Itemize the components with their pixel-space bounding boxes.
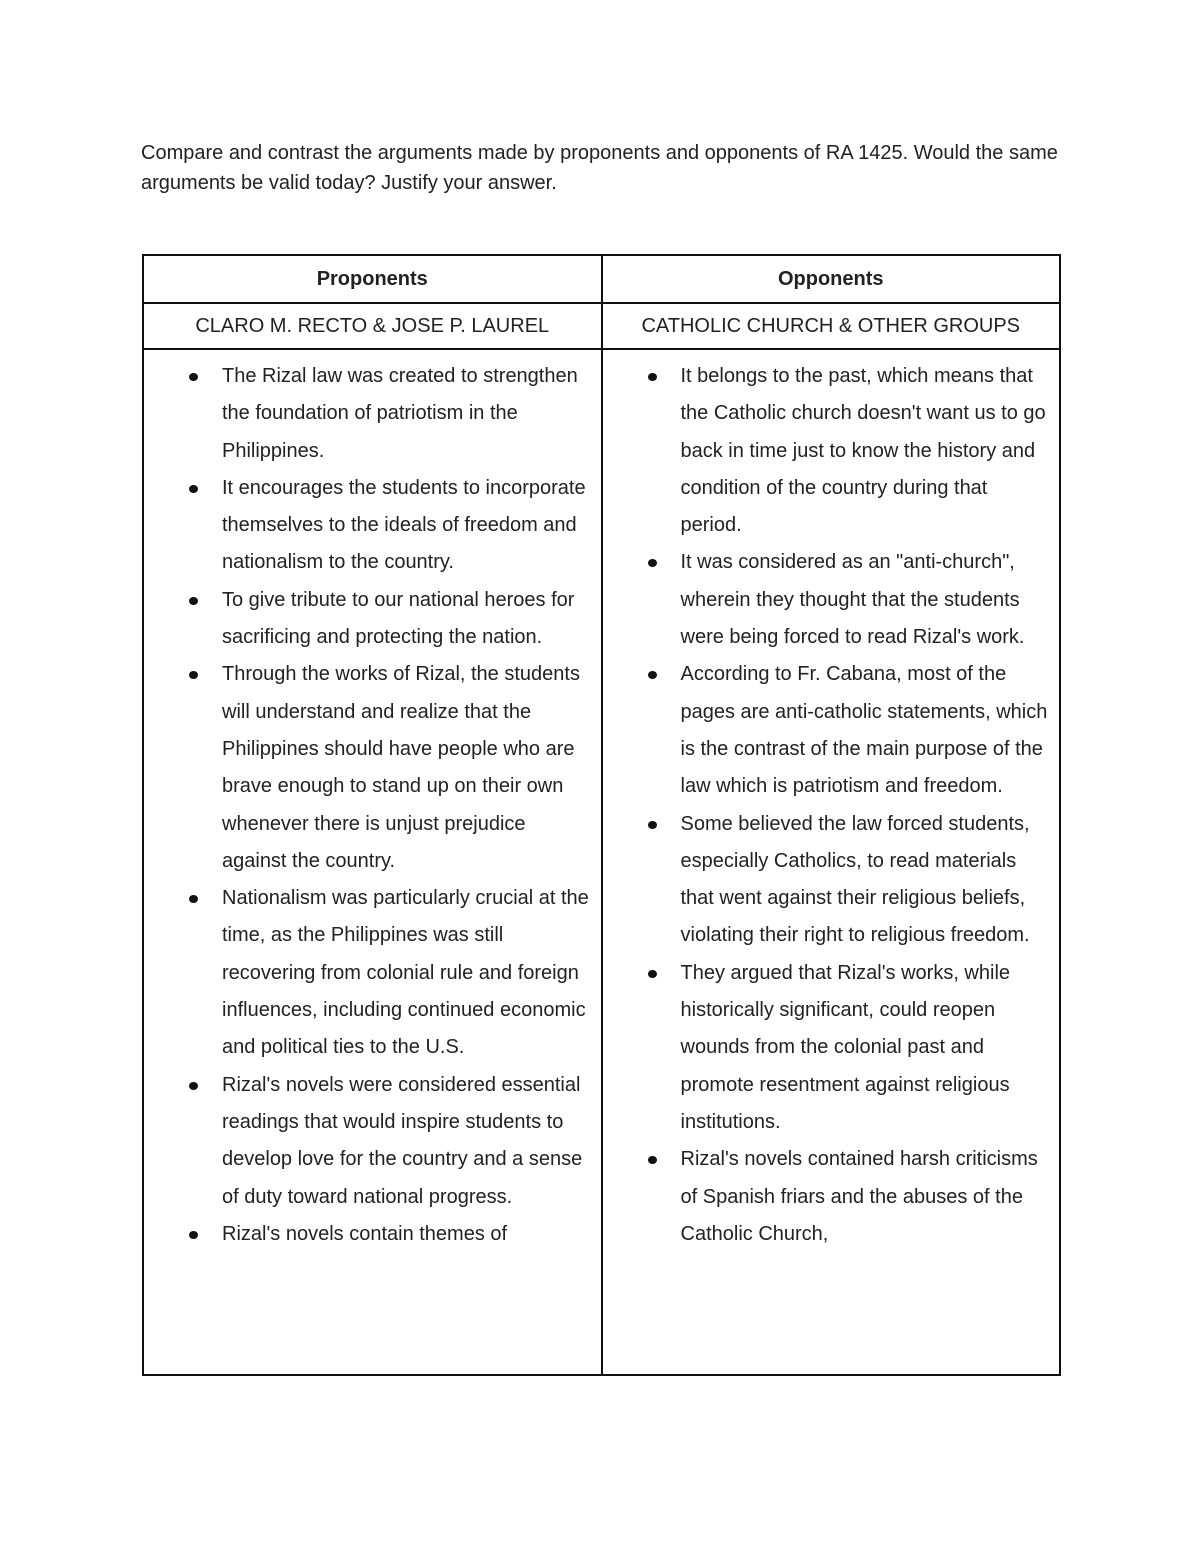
header-opponents: Opponents <box>602 255 1061 303</box>
list-item <box>603 358 1050 544</box>
bullet-icon <box>648 671 657 679</box>
header-row <box>143 255 1060 303</box>
group-opponents: CATHOLIC CHURCH & OTHER GROUPS <box>602 303 1061 349</box>
group-row <box>143 303 1060 349</box>
list-item <box>603 955 1050 1141</box>
arguments-row <box>143 349 1060 1375</box>
bullet-icon <box>189 373 198 381</box>
group-proponents: CLARO M. RECTO & JOSE P. LAUREL <box>143 303 602 349</box>
list-item-text: To give tribute to our national heroes for sacrificing and protecting the nation. <box>222 588 575 649</box>
list-item-text: It was considered as an "anti-church", wherein they thought that the students were being forced to read Rizal's work. <box>680 551 1025 649</box>
list-item-text: Nationalism was particularly crucial at the time, as the Philippines was still recovering from colonial rule and foreign influences, including continued economic and political ties to the U.S. <box>222 887 589 1059</box>
list-item <box>603 544 1050 656</box>
bullet-icon <box>189 485 198 493</box>
list-item <box>144 656 591 880</box>
question-text: Compare and contrast the arguments made by proponents and opponents of RA 1425. Would the same arguments be valid today? Justify your answer. <box>141 142 1058 194</box>
bullet-icon <box>189 597 198 605</box>
opponents-cell <box>602 349 1061 1375</box>
list-item-text: Through the works of Rizal, the students will understand and realize that the Philippines should have people who are brave enough to stand up on their own whenever there is unjust prejudice against the country. <box>222 663 580 872</box>
proponents-cell <box>143 349 602 1375</box>
list-item-text: It belongs to the past, which means that the Catholic church doesn't want us to go back in time just to know the history and condition of the country during that period. <box>680 365 1046 537</box>
bullet-icon <box>189 1082 198 1090</box>
list-item <box>144 470 591 582</box>
comparison-table <box>142 254 1061 1376</box>
bullet-icon <box>189 895 198 903</box>
list-item <box>603 1141 1050 1253</box>
bullet-icon <box>648 1156 657 1164</box>
list-item <box>144 880 591 1066</box>
list-item-text: Some believed the law forced students, especially Catholics, to read materials that went against their religious beliefs, violating their right to religious freedom. <box>680 812 1030 947</box>
list-item-text: It encourages the students to incorporate themselves to the ideals of freedom and nationalism to the country. <box>222 476 586 574</box>
opponents-list <box>603 350 1060 1253</box>
proponents-list <box>144 350 601 1253</box>
bullet-icon <box>648 559 657 567</box>
list-item <box>144 1216 591 1253</box>
bullet-icon <box>648 373 657 381</box>
list-item <box>603 656 1050 805</box>
list-item-text: According to Fr. Cabana, most of the pages are anti-catholic statements, which is the contrast of the main purpose of the law which is patriotism and freedom. <box>680 663 1048 798</box>
list-item-text: They argued that Rizal's works, while historically significant, could reopen wounds from the colonial past and promote resentment against religious institutions. <box>680 961 1011 1133</box>
header-proponents: Proponents <box>143 255 602 303</box>
list-item-text: Rizal's novels contained harsh criticisms of Spanish friars and the abuses of the Catholic Church, <box>680 1148 1038 1245</box>
bullet-icon <box>648 970 657 978</box>
list-item <box>603 806 1050 955</box>
list-item-text: Rizal's novels contain themes of <box>222 1222 508 1245</box>
list-item-text: Rizal's novels were considered essential readings that would inspire students to develop love for the country and a sense of duty toward national progress. <box>222 1073 583 1208</box>
bullet-icon <box>189 1231 198 1239</box>
list-item <box>144 358 591 470</box>
bullet-icon <box>648 821 657 829</box>
list-item <box>144 582 591 657</box>
list-item <box>144 1067 591 1216</box>
list-item-text: The Rizal law was created to strengthen the foundation of patriotism in the Philippines. <box>222 365 578 462</box>
bullet-icon <box>189 671 198 679</box>
